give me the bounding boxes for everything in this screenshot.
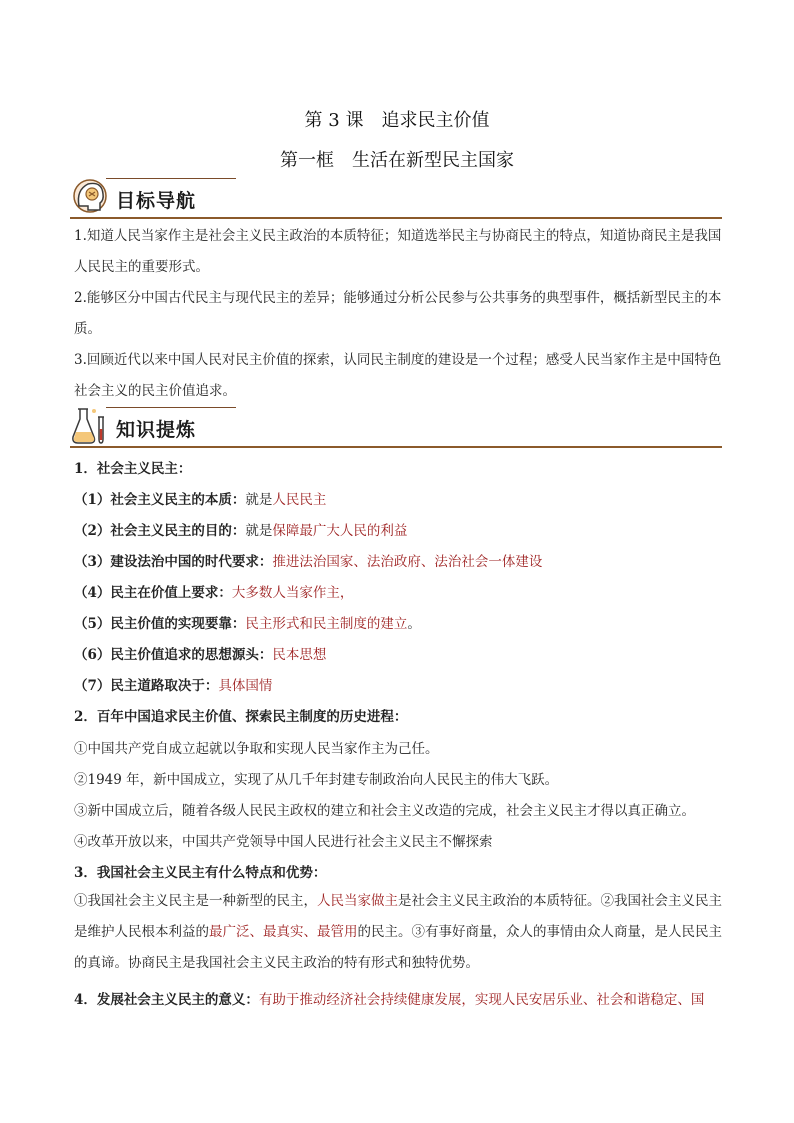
item-answer: 大多数人当家作主， <box>231 585 354 601</box>
lesson-title: 第 3 课 追求民主价值 <box>304 110 490 131</box>
header-underline <box>70 446 722 448</box>
q1-item <box>74 612 724 632</box>
item-prefix: 就是 <box>245 523 273 539</box>
header-top-rule <box>106 407 236 408</box>
knowledge-heading: 知识提炼 <box>116 419 197 441</box>
item-label: （3）建设法治中国的时代要求： <box>74 554 273 570</box>
q1-title: 1．社会主义民主： <box>74 461 192 477</box>
knowledge-section-header <box>70 405 722 449</box>
item-label: （1）社会主义民主的本质： <box>74 492 246 508</box>
q3-answer <box>74 886 724 979</box>
q4-title: 4．发展社会主义民主的意义： <box>74 992 259 1008</box>
q4-answer: 有助于推动经济社会持续健康发展，实现人民安居乐业、社会和谐稳定、国 <box>258 992 705 1008</box>
q2-item: ③新中国成立后，随着各级人民民主政权的建立和社会主义改造的完成，社会主义民主才得以真正确立。 <box>74 803 695 819</box>
item-suffix: 。 <box>407 616 421 632</box>
q1-item <box>74 550 724 570</box>
item-label: （7）民主道路取决于： <box>74 678 219 694</box>
q1-item <box>74 581 724 601</box>
q3-text: 的民主。③有事好商量，众人的事情由众人商量，是人民民主的真谛。协商民主是我国社会主义民主政治的特有形式和独特优势。 <box>74 924 722 971</box>
goal-item: 2.能够区分中国古代民主与现代民主的差异；能够通过分析公民参与公共事务的典型事件，概括新型民主的本质。 <box>74 290 722 337</box>
q2-item: ④改革开放以来，中国共产党领导中国人民进行社会主义民主不懈探索 <box>74 834 493 850</box>
item-prefix: 就是 <box>245 492 273 508</box>
goals-section-header <box>70 176 722 220</box>
item-answer: 保障最广大人民的利益 <box>272 523 408 539</box>
q1-item <box>74 643 724 663</box>
q1-item <box>74 519 724 539</box>
brain-head-icon <box>70 176 112 218</box>
q4-line <box>74 988 724 1008</box>
item-answer: 民主形式和民主制度的建立 <box>245 616 408 632</box>
q1-item <box>74 674 724 694</box>
q2-title: 2．百年中国追求民主价值、探索民主制度的历史进程： <box>74 709 408 725</box>
q2-item: ①中国共产党自成立起就以争取和实现人民当家作主为己任。 <box>74 741 439 757</box>
item-answer: 推进法治国家、法治政府、法治社会一体建设 <box>272 554 543 570</box>
q1-item <box>74 488 724 508</box>
frame-title: 第一框 生活在新型民主国家 <box>280 150 514 171</box>
q3-text: 是社会主义民主政治的本质特征。②我国社会主义民主是维护人民根本利益的 <box>74 893 722 940</box>
item-label: （2）社会主义民主的目的： <box>74 523 246 539</box>
item-answer: 具体国情 <box>218 678 273 694</box>
header-top-rule <box>106 178 236 179</box>
goal-item: 3.回顾近代以来中国人民对民主价值的探索，认同民主制度的建设是一个过程；感受人民当家作主是中国特色社会主义的民主价值追求。 <box>74 352 722 399</box>
item-label: （4）民主在价值上要求： <box>74 585 232 601</box>
q2-item: ②1949 年，新中国成立，实现了从几千年封建专制政治向人民民主的伟大飞跃。 <box>74 772 559 788</box>
item-answer: 人民民主 <box>272 492 327 508</box>
item-label: （6）民主价值追求的思想源头： <box>74 647 273 663</box>
q3-highlight: 最广泛、最真实、最管用 <box>209 924 358 940</box>
goal-item: 1.知道人民当家作主是社会主义民主政治的本质特征；知道选举民主与协商民主的特点，知道协商民主是我国人民民主的重要形式。 <box>74 228 722 275</box>
header-underline <box>70 217 722 219</box>
item-answer: 民本思想 <box>272 647 327 663</box>
goals-heading: 目标导航 <box>116 190 197 212</box>
flask-icon <box>70 405 112 447</box>
item-label: （5）民主价值的实现要靠： <box>74 616 246 632</box>
q3-text: ①我国社会主义民主是一种新型的民主， <box>74 893 317 909</box>
q3-highlight: 人民当家做主 <box>317 893 398 909</box>
q3-title: 3．我国社会主义民主有什么特点和优势： <box>74 865 327 881</box>
